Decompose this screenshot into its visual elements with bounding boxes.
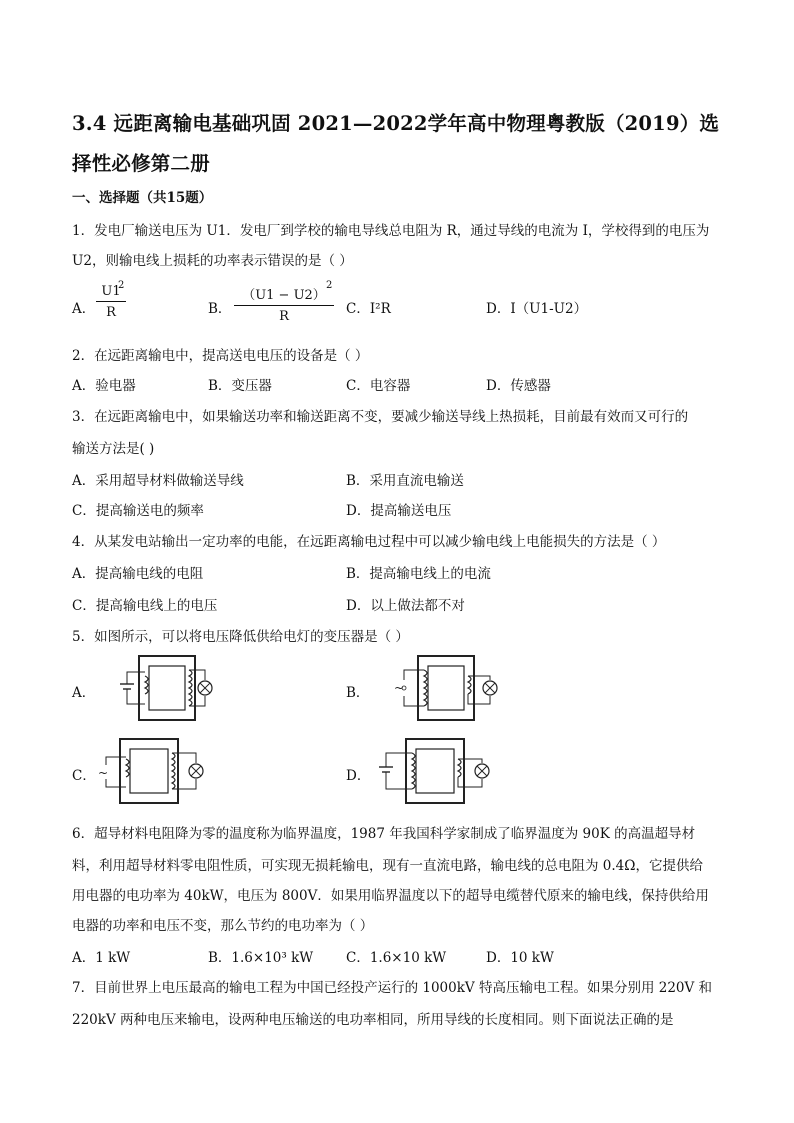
q1-option-a-denominator: R xyxy=(106,305,116,320)
q4-option-b: B．提高输电线上的电流 xyxy=(346,566,491,582)
q5-text: 5．如图所示，可以将电压降低供给电灯的变压器是（ ） xyxy=(72,629,409,645)
q4-text: 4．从某发电站输出一定功率的电能，在远距离输电过程中可以减少输电线上电能损失的方法是（ ） xyxy=(72,534,666,550)
q4-option-c: C．提高输电线上的电压 xyxy=(72,598,218,614)
q1-option-c: C．I²R xyxy=(346,301,391,317)
q3-option-d: D．提高输送电压 xyxy=(346,503,452,519)
q2-option-b: B．变压器 xyxy=(208,378,272,394)
q2-option-a: A．验电器 xyxy=(72,378,136,394)
q5-option-d-label: D． xyxy=(346,768,371,784)
q2-option-c: C．电容器 xyxy=(346,378,411,394)
q5-option-b-label: B． xyxy=(346,685,370,701)
q1-option-a-numerator: U1 xyxy=(101,284,121,299)
q1-line2: U2，则输电线上损耗的功率表示错误的是（ ） xyxy=(72,253,353,269)
q5-option-b-transformer-diagram xyxy=(380,652,510,724)
q3-option-c: C．提高输送电的频率 xyxy=(72,503,204,519)
svg-text:~: ~ xyxy=(98,766,109,780)
q7-line2: 220kV 两种电压来输电，设两种电压输送的电功率相同，所用导线的长度相同。则下面说法正确的是 xyxy=(72,1012,674,1028)
q1-option-b-fraction xyxy=(234,284,334,324)
q6-option-d: D．10 kW xyxy=(486,950,554,966)
q3-option-a: A．采用超导材料做输送导线 xyxy=(72,473,244,489)
q5-option-c-transformer-diagram xyxy=(92,735,222,807)
q6-option-b: B．1.6×10³ kW xyxy=(208,950,314,966)
q2-text: 2．在远距离输电中，提高送电电压的设备是（ ） xyxy=(72,348,369,364)
svg-text:~: ~ xyxy=(394,681,405,695)
q6-option-a: A．1 kW xyxy=(72,950,131,966)
q1-option-b-exponent: 2 xyxy=(326,280,333,291)
q5-option-d-transformer-diagram xyxy=(370,735,500,807)
q7-line1: 7．目前世界上电压最高的输电工程为中国已经投产运行的 1000kV 特高压输电工程。如果分别用 220V 和 xyxy=(72,980,713,996)
q1-option-a-label: A． xyxy=(72,301,96,317)
q5-option-a-label: A． xyxy=(72,685,96,701)
document-title: 3.4 远距离输电基础巩固 2021—2022学年高中物理粤教版（2019）选择性必修第二册 xyxy=(72,112,720,175)
q1-option-b-numerator: （U1 − U2） xyxy=(242,288,326,303)
q6-line4: 电器的功率和电压不变，那么节约的电功率为（ ） xyxy=(72,918,374,934)
q6-line2: 料，利用超导材料零电阻性质，可实现无损耗输电，现有一直流电路，输电线的总电阻为 0.4Ω，它提供给 xyxy=(72,858,703,874)
q4-option-a: A．提高输电线的电阻 xyxy=(72,566,204,582)
q6-line1: 6．超导材料电阻降为零的温度称为临界温度，1987 年我国科学家制成了临界温度为 90K 的高温超导材 xyxy=(72,826,696,842)
q1-option-b-denominator: R xyxy=(279,309,289,324)
q6-line3: 用电器的电功率为 40kW，电压为 800V．如果用临界温度以下的超导电缆替代原来的输电线，保持供给用 xyxy=(72,888,709,904)
q1-option-b-label: B． xyxy=(208,301,232,317)
q4-option-d: D．以上做法都不对 xyxy=(346,598,465,614)
q1-line1: 1．发电厂输送电压为 U1．发电厂到学校的输电导线总电阻为 R，通过导线的电流为 I，学校得到的电压为 xyxy=(72,223,710,239)
q1-option-d: D．I（U1-U2） xyxy=(486,301,588,317)
q2-option-d: D．传感器 xyxy=(486,378,551,394)
q3-line2: 输送方法是( ) xyxy=(72,441,155,457)
q3-option-b: B．采用直流电输送 xyxy=(346,473,464,489)
q3-line1: 3．在远距离输电中，如果输送功率和输送距离不变，要减少输送导线上热损耗，目前最有效而又可行的 xyxy=(72,409,689,425)
section-heading: 一、选择题（共15题） xyxy=(72,190,213,206)
fraction-bar xyxy=(96,301,126,302)
fraction-bar xyxy=(234,305,334,306)
q6-option-c: C．1.6×10 kW xyxy=(346,950,447,966)
q5-option-a-transformer-diagram xyxy=(105,652,225,724)
q1-option-a-exponent: 2 xyxy=(118,280,125,291)
q5-option-c-label: C． xyxy=(72,768,96,784)
